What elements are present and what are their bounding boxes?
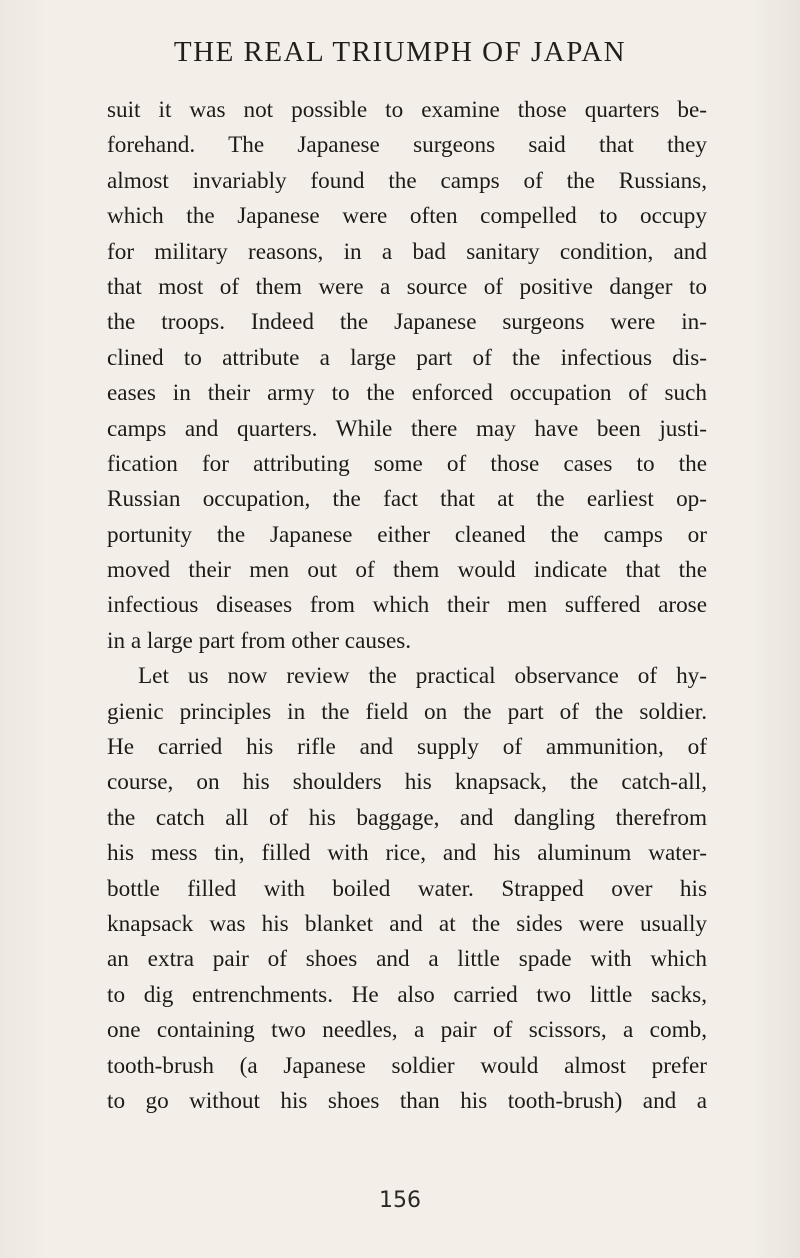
text-line: to dig entrenchments. He also carried two little sacks, xyxy=(107,981,707,1008)
text-line: almost invariably found the camps of the Russians, xyxy=(107,167,707,194)
text-line: in a large part from other causes. xyxy=(107,627,412,654)
body-text xyxy=(107,93,707,1119)
text-line: tooth-brush (a Japanese soldier would almost prefer xyxy=(107,1052,707,1079)
text-line: camps and quarters. While there may have been justi- xyxy=(107,415,707,442)
text-line: portunity the Japanese either cleaned the camps or xyxy=(107,521,707,548)
text-line: Russian occupation, the fact that at the earliest op- xyxy=(107,486,707,513)
text-line: infectious diseases from which their men suffered arose xyxy=(107,592,707,619)
text-line: He carried his rifle and supply of ammunition, of xyxy=(107,734,707,761)
text-line: gienic principles in the field on the part of the soldier. xyxy=(107,698,707,725)
text-line: an extra pair of shoes and a little spade with which xyxy=(107,946,707,973)
paragraph-1 xyxy=(107,93,707,659)
text-line: that most of them were a source of positive danger to xyxy=(107,273,707,300)
text-line: fication for attributing some of those cases to the xyxy=(107,450,707,477)
text-line: moved their men out of them would indicate that the xyxy=(107,557,707,584)
text-line: forehand. The Japanese surgeons said that they xyxy=(107,132,707,159)
paragraph-2 xyxy=(107,659,707,1119)
text-line: to go without his shoes than his tooth-brush) and a xyxy=(107,1087,707,1114)
text-line: the catch all of his baggage, and dangling therefrom xyxy=(107,804,707,831)
text-line: bottle filled with boiled water. Strapped over his xyxy=(107,875,707,902)
text-line: knapsack was his blanket and at the sides were usually xyxy=(107,910,707,937)
page-number: 156 xyxy=(379,1188,421,1213)
text-line: which the Japanese were often compelled to occupy xyxy=(107,203,707,230)
text-line: for military reasons, in a bad sanitary condition, and xyxy=(107,238,707,265)
text-line: eases in their army to the enforced occupation of such xyxy=(107,380,707,407)
text-line: suit it was not possible to examine those quarters be- xyxy=(107,97,707,123)
text-line: course, on his shoulders his knapsack, the catch-all, xyxy=(107,769,707,796)
text-line: his mess tin, filled with rice, and his aluminum water- xyxy=(107,840,707,867)
text-line: the troops. Indeed the Japanese surgeons were in- xyxy=(107,309,707,336)
text-line: Let us now review the practical observance of hy- xyxy=(138,663,707,690)
running-head: THE REAL TRIUMPH OF JAPAN xyxy=(173,36,627,68)
text-line: one containing two needles, a pair of scissors, a comb, xyxy=(107,1017,707,1044)
text-line: clined to attribute a large part of the infectious dis- xyxy=(107,344,707,371)
